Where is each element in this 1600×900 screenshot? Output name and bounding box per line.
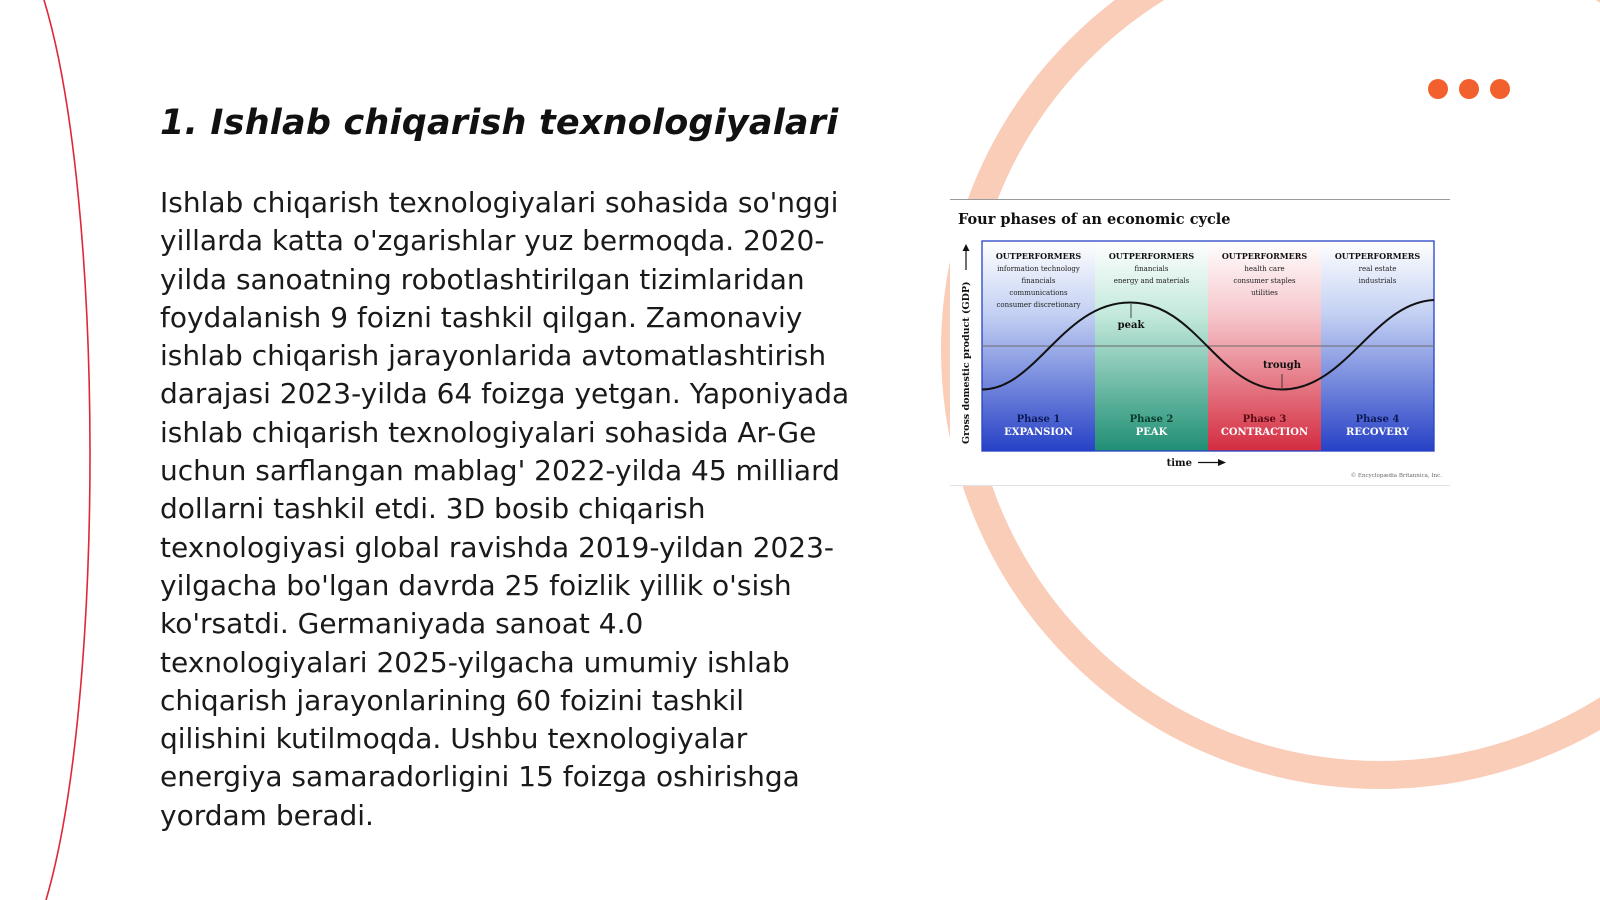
phase-name: RECOVERY (1346, 427, 1409, 438)
sector-label: energy and materials (1113, 277, 1190, 285)
outperformers-header: OUTPERFORMERS (1221, 251, 1308, 261)
sector-label: utilities (1251, 289, 1278, 297)
phase-name: PEAK (1135, 427, 1168, 438)
sector-label: financials (1134, 265, 1169, 273)
sector-label: financials (1021, 277, 1056, 285)
x-arrowhead-icon (1218, 459, 1226, 466)
sector-label: health care (1244, 265, 1285, 273)
phase-name: CONTRACTION (1220, 427, 1309, 438)
sector-label: consumer staples (1233, 277, 1296, 285)
y-axis-label: Gross domestic product (GDP) (961, 281, 972, 444)
phase-number: Phase 3 (1242, 414, 1287, 425)
body-paragraph: Ishlab chiqarish texnologiyalari sohasida so'nggi yillarda katta o'zgarishlar yuz bermoqda. 2020-yilda sanoatning robotlashtirilgan tizimlaridan foydalanish 9 foizni tashkil qilgan. Zamonaviy ishlab chiqarish jarayonlarida avtomatlashtirish darajasi 2023-yilda 64 foizga yetgan. Yaponiyada ishlab chiqarish texnologiyalari sohasida Ar-Ge uchun sarflangan mablag' 2022-yilda 45 milliard dollarni tashkil etdi. 3D bosib chiqarish texnologiyasi global ravishda 2019-yildan 2023-yilgacha bo'lgan davrda 25 foizlik yillik o'sish ko'rsatdi. Germaniyada sanoat 4.0 texnologiyalari 2025-yilgacha umumiy ishlab chiqarish jarayonlarining 60 foizini tashkil qilishini kutilmoqda. Ushbu texnologiyalar energiya samaradorligini 15 foizga oshirishga yordam beradi. (160, 186, 850, 832)
economic-cycle-figure (950, 199, 1450, 486)
phase-name: EXPANSION (1004, 427, 1073, 438)
slide-title: 1. Ishlab chiqarish texnologiyalari (160, 103, 839, 143)
outperformers-header: OUTPERFORMERS (1334, 251, 1421, 261)
sector-label: industrials (1358, 277, 1397, 285)
phase-number: Phase 1 (1016, 414, 1061, 425)
y-arrowhead-icon (963, 244, 970, 251)
x-axis-label: time (1166, 458, 1192, 469)
trough-label: trough (1262, 360, 1302, 371)
economic-cycle-diagram (950, 200, 1450, 485)
dot-icon (1490, 79, 1510, 99)
outperformers-header: OUTPERFORMERS (1108, 251, 1195, 261)
outperformers-header: OUTPERFORMERS (995, 251, 1082, 261)
dot-icon (1428, 79, 1448, 99)
peak-label: peak (1117, 320, 1145, 331)
sector-label: communications (1009, 289, 1068, 297)
sector-label: information technology (997, 265, 1080, 273)
sector-label: real estate (1358, 265, 1397, 273)
figure-credit: © Encyclopædia Britannica, Inc. (1350, 473, 1442, 479)
three-dots-icon (1428, 79, 1510, 99)
left-accent-line (44, 0, 90, 900)
phase-number: Phase 4 (1355, 414, 1400, 425)
sector-label: consumer discretionary (996, 301, 1081, 309)
figure-title: Four phases of an economic cycle (958, 211, 1231, 228)
phase-number: Phase 2 (1129, 414, 1174, 425)
dot-icon (1459, 79, 1479, 99)
